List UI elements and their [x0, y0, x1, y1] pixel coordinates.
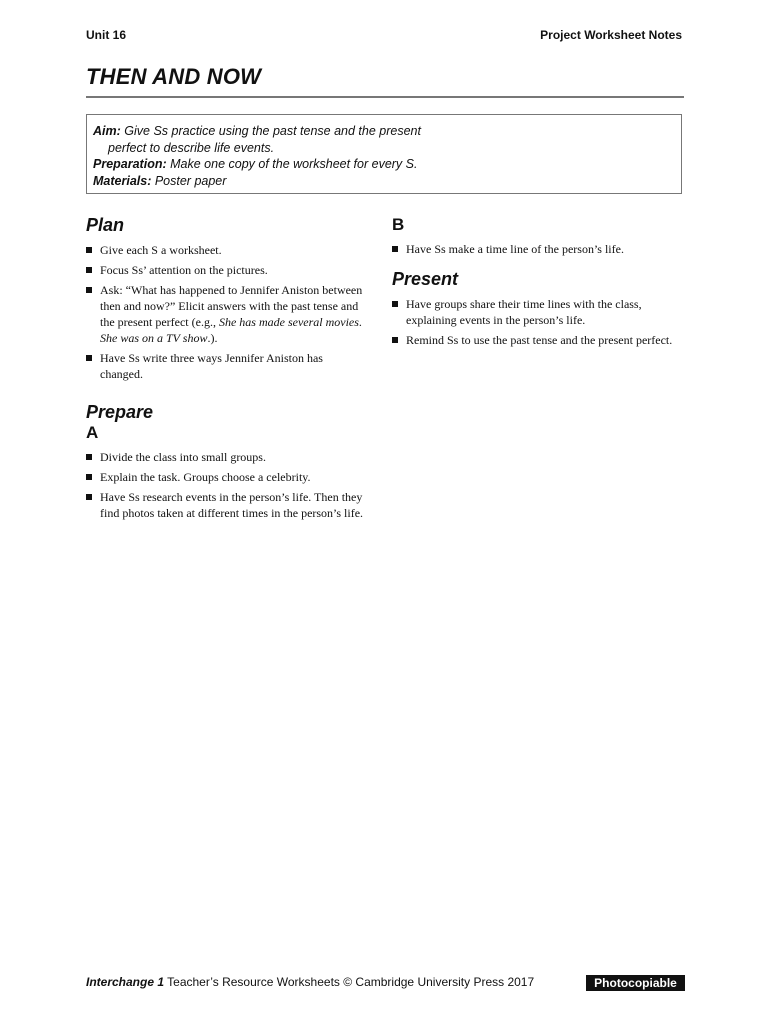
plan-list — [86, 242, 368, 382]
materials-label: Materials: — [93, 173, 152, 188]
footer-credit — [86, 975, 534, 989]
plan-heading: Plan — [86, 215, 125, 235]
b-list — [392, 241, 674, 257]
preparation-line — [93, 156, 675, 173]
bullet-icon — [86, 474, 92, 480]
present-heading: Present — [392, 269, 459, 289]
list-item: Have Ss research events in the person’s life. Then they find photos taken at different times in the person’s life. — [86, 489, 368, 521]
title-divider — [86, 96, 684, 98]
bullet-icon — [86, 454, 92, 460]
left-column — [86, 215, 368, 525]
bullet-icon — [392, 301, 398, 307]
aim-box — [86, 114, 682, 194]
aim-label: Aim: — [93, 124, 121, 138]
page-title: THEN AND NOW — [86, 64, 262, 89]
bullet-icon — [86, 287, 92, 293]
footer-text: Teacher’s Resource Worksheets © Cambridge University Press 2017 — [167, 975, 535, 989]
list-item: Ask: “What has happened to Jennifer Aniston between then and now?” Elicit answers with the past tense and the present perfect (e.g., She has made several movies. She was on a TV show.). — [86, 282, 368, 346]
list-item: Give each S a worksheet. — [86, 242, 368, 258]
bullet-icon — [86, 355, 92, 361]
bullet-icon — [86, 267, 92, 273]
photocopiable-badge: Photocopiable — [586, 975, 685, 991]
present-list — [392, 296, 674, 348]
list-item: Have Ss write three ways Jennifer Aniston has changed. — [86, 350, 368, 382]
unit-label: Unit 16 — [86, 28, 127, 42]
section-label: Project Worksheet Notes — [540, 28, 682, 42]
preparation-text: Make one copy of the worksheet for every S. — [170, 157, 418, 171]
list-item: Have Ss make a time line of the person’s life. — [392, 241, 674, 257]
footer-brand: Interchange 1 — [86, 975, 165, 989]
aim-text-2: perfect to describe life events. — [108, 140, 275, 155]
preparation-label: Preparation: — [93, 157, 167, 171]
bullet-icon — [392, 337, 398, 343]
bullet-icon — [86, 247, 92, 253]
list-item: Explain the task. Groups choose a celebrity. — [86, 469, 368, 485]
b-heading: B — [392, 215, 405, 234]
list-item: Divide the class into small groups. — [86, 449, 368, 465]
prepare-heading: Prepare — [86, 402, 154, 422]
bullet-icon — [392, 246, 398, 252]
right-column — [392, 215, 674, 352]
list-item: Have groups share their time lines with the class, explaining events in the person’s life. — [392, 296, 674, 328]
prepare-list — [86, 449, 368, 521]
bullet-icon — [86, 494, 92, 500]
list-item: Focus Ss’ attention on the pictures. — [86, 262, 368, 278]
aim-line — [93, 123, 675, 140]
prepare-sub-a: A — [86, 423, 99, 442]
aim-text-1: Give Ss practice using the past tense and the present — [124, 124, 421, 138]
materials-line — [93, 173, 675, 190]
list-item: Remind Ss to use the past tense and the present perfect. — [392, 332, 674, 348]
materials-text: Poster paper — [154, 173, 227, 188]
